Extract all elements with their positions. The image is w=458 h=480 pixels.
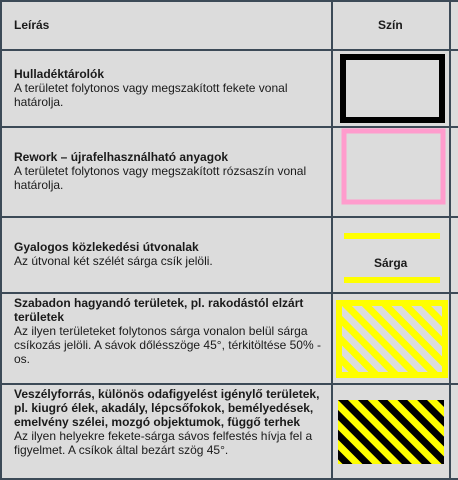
swatch-black-frame [338, 53, 448, 123]
row-1-description [14, 67, 329, 109]
row-2-title: Rework – újrafelhasználható anyagok [14, 150, 229, 164]
row-2-body: A területet folytonos vagy megszakított rózsaszín vonal határolja. [14, 164, 307, 192]
swatch-yellow-label: Sárga [374, 256, 408, 270]
row-3-title: Gyalogos közlekedési útvonalak [14, 240, 199, 254]
row-3-body: Az útvonal két szélét sárga csík jelöli. [14, 254, 213, 268]
row-2-description [14, 150, 329, 192]
row-4-title: Szabadon hagyandó területek, pl. rakodástól elzárt területek [14, 296, 304, 324]
swatch-black-yellow-hatch [338, 400, 444, 464]
header-description: Leírás [14, 18, 50, 32]
swatch-pink-frame [338, 128, 448, 206]
swatch-yellow-hatch [336, 300, 448, 378]
row-4-body: Az ilyen területeket folytonos sárga vonalon belül sárga csíkozás jelöli. A sávok dőlésszöge 45°, térkitöltése 50% -os. [14, 324, 321, 366]
row-5-title: Veszélyforrás, különös odafigyelést igénylő területek, pl. kiugró élek, akadály, lépcsőfokok, bemélyedések, emelvény szélei, mozgó objektumok, függő terhek [14, 387, 320, 429]
row-5-body: Az ilyen helyekre fekete-sárga sávos felfestés hívja fel a figyelmet. A csíkok által bezárt szög 45°. [14, 429, 313, 457]
row-1-title: Hulladéktárolók [14, 67, 105, 81]
header-color: Szín [378, 18, 403, 32]
row-4-description [14, 296, 329, 366]
swatch-yellow-line-top [344, 233, 440, 239]
row-5-description [14, 387, 329, 457]
row-3-description [14, 240, 329, 268]
row-1-body: A területet folytonos vagy megszakított fekete vonal határolja. [14, 81, 288, 109]
swatch-yellow-line-bottom [344, 277, 440, 283]
